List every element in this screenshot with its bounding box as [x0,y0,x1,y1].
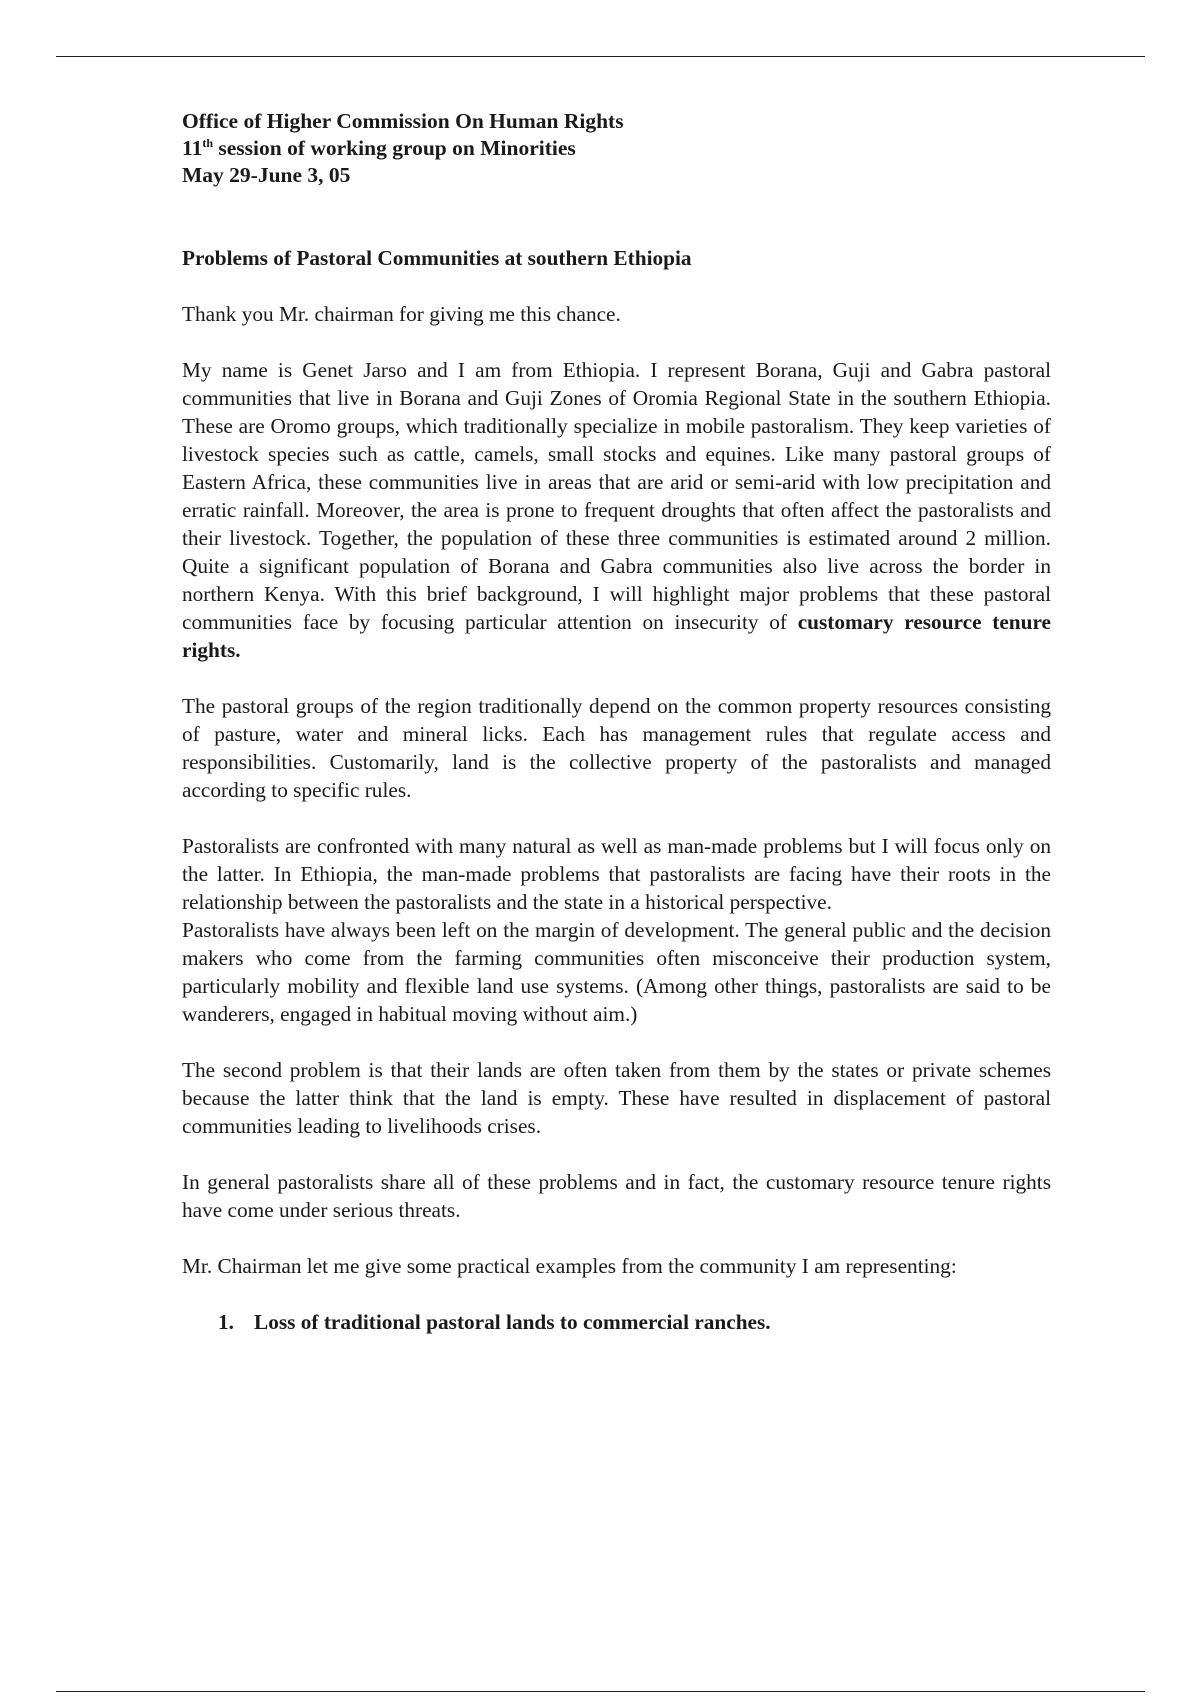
top-divider [56,56,1145,57]
session-text: session of working group on Minorities [213,136,576,160]
document-body [182,108,1051,1336]
list-item-number: 1. [218,1310,234,1334]
list-item [182,1308,1051,1336]
intro-emphasis: customary resource tenure rights. [182,610,1051,662]
paragraph-examples-intro: Mr. Chairman let me give some practical examples from the community I am representing: [182,1254,957,1278]
dates-line: May 29-June 3, 05 [182,163,351,187]
document-header [182,108,1051,189]
paragraph-introduction [182,356,1051,664]
document-title: Problems of Pastoral Communities at southern Ethiopia [182,246,692,270]
paragraph-common-property: The pastoral groups of the region traditionally depend on the common property resources consisting of pasture, water and mineral licks. Each has management rules that regulate access and responsibilities. Customarily, land is the collective property of the pastoralists and managed according to specific rules. [182,694,1051,802]
paragraph-general: In general pastoralists share all of these problems and in fact, the customary resource tenure rights have come under serious threats. [182,1170,1051,1222]
bottom-divider [56,1691,1145,1692]
list-item-text: Loss of traditional pastoral lands to commercial ranches. [254,1310,771,1334]
paragraph-second-problem: The second problem is that their lands are often taken from them by the states or private schemes because the latter think that the land is empty. These have resulted in displacement of pastoral communities leading to livelihoods crises. [182,1058,1051,1138]
examples-list [182,1308,1051,1336]
paragraph-thanks: Thank you Mr. chairman for giving me this chance. [182,302,621,326]
office-line: Office of Higher Commission On Human Rights [182,109,624,133]
session-line [182,135,1051,162]
session-number: 11 [182,136,203,160]
session-suffix: th [202,136,213,150]
paragraph-margin-of-development: Pastoralists have always been left on the margin of development. The general public and the decision makers who come from the farming communities often misconceive their production system, particularly mobility and flexible land use systems. (Among other things, pastoralists are said to be wanderers, engaged in habitual moving without aim.) [182,918,1051,1026]
intro-text: My name is Genet Jarso and I am from Ethiopia. I represent Borana, Guji and Gabra pastoral communities that live in Borana and Guji Zones of Oromia Regional State in the southern Ethiopia. These are Oromo groups, which traditionally specialize in mobile pastoralism. They keep varieties of livestock species such as cattle, camels, small stocks and equines. Like many pastoral groups of Eastern Africa, these communities live in areas that are arid or semi-arid with low precipitation and erratic rainfall. Moreover, the area is prone to frequent droughts that often affect the pastoralists and their livestock. Together, the population of these three communities is estimated around 2 million. Quite a significant population of Borana and Gabra communities also live across the border in northern Kenya. With this brief background, I will highlight major problems that these pastoral communities face by focusing particular attention on insecurity of [182,358,1051,634]
paragraph-man-made-problems: Pastoralists are confronted with many natural as well as man-made problems but I will focus only on the latter. In Ethiopia, the man-made problems that pastoralists are facing have their roots in the relationship between the pastoralists and the state in a historical perspective. [182,834,1051,914]
